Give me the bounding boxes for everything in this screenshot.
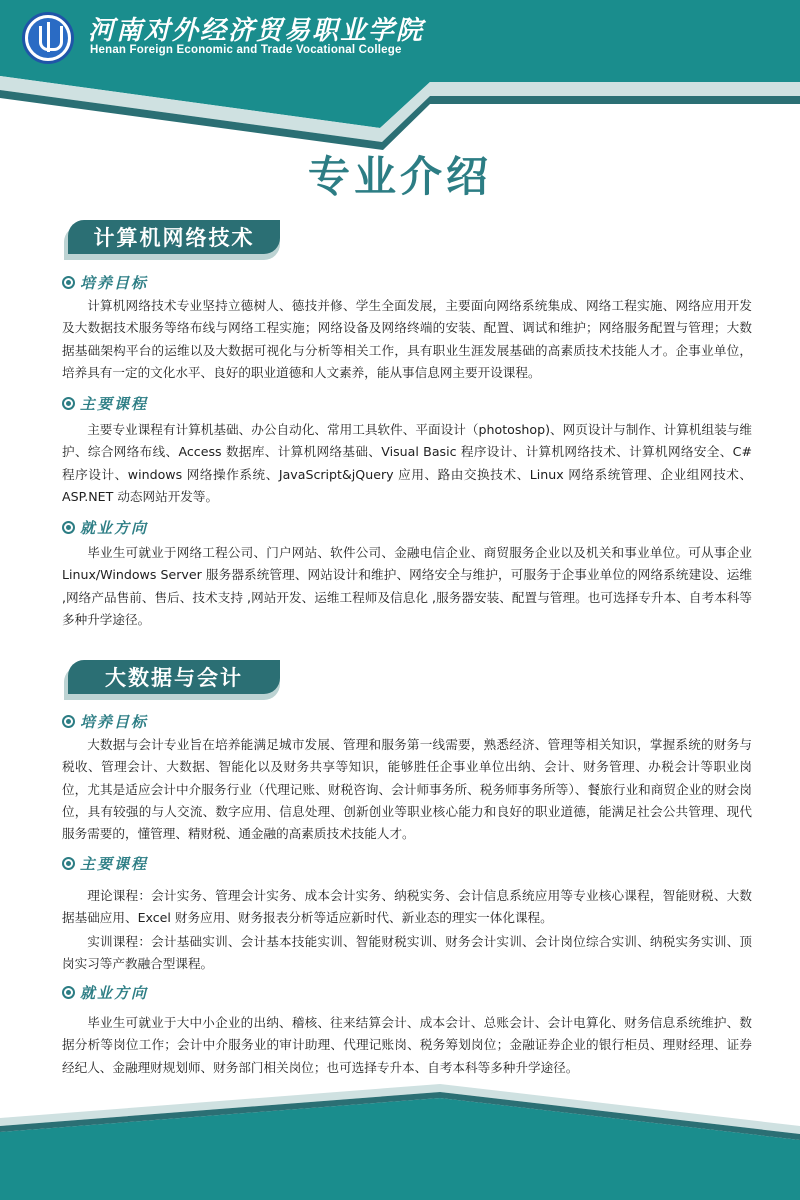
circle-bullet-icon [62,521,75,534]
circle-bullet-icon [62,986,75,999]
subhead-main-courses: 主要课程 [62,392,148,414]
college-name-cn: 河南对外经济贸易职业学院 [88,16,425,46]
section-title: 计算机网络技术 [68,220,280,254]
header-band [0,0,800,160]
main-courses-text: 主要专业课程有计算机基础、办公自动化、常用工具软件、平面设计（photoshop)、网页设计与制作、计算机组装与维护、综合网络布线、Access 数据库、计算机网络基础、Visual Basic 程序设计、计算机网络技术、计算机网络安全、C# 程序设计、windows 网络操作系统、JavaScript&jQuery 应用、路由交换技术、Linux 网络系统管理、企业组网技术、ASP.NET 动态网站开发等。 [62,422,752,504]
footer-shape [0,1060,800,1200]
footer-band [0,1060,800,1200]
training-goal-text: 大数据与会计专业旨在培养能满足城市发展、管理和服务第一线需要，熟悉经济、管理等相关知识，掌握系统的财务与税收、管理会计、大数据、智能化以及财务共享等知识，能够胜任企事业单位出纳、会计、财务管理、办税会计等职业岗位，尤其是适应会计中介服务行业（代理记账、财税咨询、会计师事务所、税务师事务所等）、餐旅行业和商贸企业的财会岗位，具有较强的与人交流、数字应用、信息处理、创新创业等职业核心能力和良好的职业道德，能满足社会公共管理、现代服务需要的，懂管理、精财税、通金融的高素质技术技能人才。 [62,737,752,842]
section-title: 大数据与会计 [68,660,280,694]
circle-bullet-icon [62,715,75,728]
circle-bullet-icon [62,276,75,289]
employment-text: 毕业生可就业于大中小企业的出纳、稽核、往来结算会计、成本会计、总账会计、会计电算化、财务信息系统维护、数据分析等岗位工作；会计中介服务业的审计助理、代理记账岗、税务筹划岗位；金融证券企业的银行柜员、理财经理、证券经纪人、金融理财规划师、财务部门相关岗位；也可选择专升本、自考本科等多种升学途径。 [62,1015,752,1075]
college-name-en: Henan Foreign Economic and Trade Vocational College [90,44,402,56]
training-goal-text: 计算机网络技术专业坚持立德树人、德技并修、学生全面发展，主要面向网络系统集成、网络工程实施、网络应用开发及大数据技术服务等络布线与网络工程实施；网络设备及网络终端的安装、配置、调试和维护；网络服务配置与管理；大数据基础架构平台的运维以及大数据可视化与分析等相关工作，具有职业生涯发展基础的高素质技术技能人才。企事业单位，培养具有一定的文化水平、良好的职业道德和人文素养，能从事信息网主要开设课程。 [62,298,752,380]
section-banner-network [64,220,280,260]
employment-text: 毕业生可就业于网络工程公司、门户网站、软件公司、金融电信企业、商贸服务企业以及机关和事业单位。可从事企业 Linux/Windows Server 服务器系统管理、网站设计和维护、网络安全与维护，可服务于企事业单位的网络系统建设、运维 ,网络产品售前、售后、技术支持 ,网站开发、运维工程师及信息化 ,服务器安装、配置与管理。也可选择专升本、自考本科等多种升学途径。 [62,545,752,627]
theory-courses-text: 理论课程：会计实务、管理会计实务、成本会计实务、纳税实务、会计信息系统应用等专业核心课程，智能财税、大数据基础应用、Excel 财务应用、财务报表分析等适应新时代、新业态的理实一体化课程。 [62,888,752,926]
subhead-main-courses: 主要课程 [62,852,148,874]
college-logo [22,12,74,64]
subhead-training-goal: 培养目标 [62,271,148,293]
subhead-training-goal: 培养目标 [62,710,148,732]
circle-bullet-icon [62,397,75,410]
section-banner-accounting [64,660,280,700]
page-title: 专业介绍 [307,152,492,201]
circle-bullet-icon [62,857,75,870]
subhead-employment: 就业方向 [62,516,148,538]
subhead-employment: 就业方向 [62,981,148,1003]
practical-courses-text: 实训课程：会计基础实训、会计基本技能实训、智能财税实训、财务会计实训、会计岗位综合实训、纳税实务实训、顶岗实习等产教融合型课程。 [62,934,752,972]
